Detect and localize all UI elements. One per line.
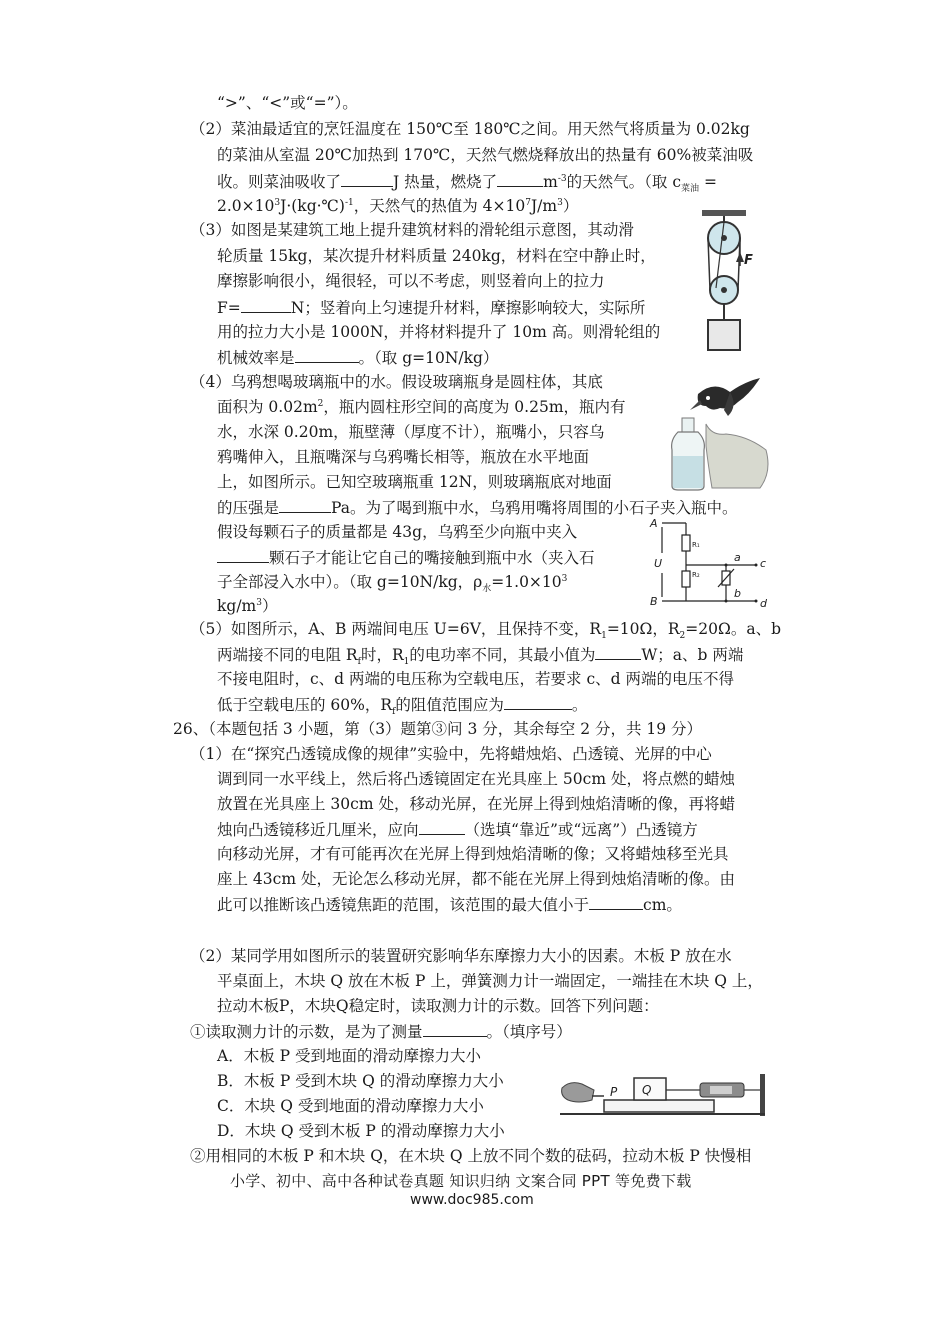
q26-1-line3: 放置在光具座上 30cm 处，移动光屏，在光屏上得到烛焰清晰的像，再将蜡 — [217, 795, 735, 813]
answer-blank — [217, 547, 269, 563]
q25-4-line9: 子全部浸入水中）。（取 g=10N/kg，$\rho_水=1.0\times 10^3$ — [217, 573, 568, 595]
q25-4-line4: 鸦嘴伸入，且瓶嘴深与乌鸦嘴长相等，瓶放在水平地面 — [217, 448, 590, 466]
q25-4-line6: 的压强是 Pa。为了喝到瓶中水，乌鸦用嘴将周围的小石子夹入瓶中。 — [217, 499, 738, 517]
circuit-diagram — [648, 515, 774, 609]
q25-3-line2: 轮质量 15kg，某次提升材料质量 240kg，材料在空中静止时， — [217, 247, 656, 265]
q25-4-line8: 颗石子才能让它自己的嘴接触到瓶中水（夹入石 — [217, 547, 595, 568]
terminal-b-label: B — [650, 595, 658, 608]
q26-1-line2: 调到同一水平线上，然后将凸透镜固定在光具座上 50cm 处，将点燃的蜡烛 — [217, 770, 735, 788]
q25-5-line3: 不接电阻时，c、d 两端的电压称为空载电压，若要求 c、d 两端的电压不得 — [217, 670, 734, 688]
answer-blank — [279, 497, 331, 513]
q26-header: 26、（本题包括 3 小题，第（3）题第③问 3 分，其余每空 2 分，共 19 分） — [173, 720, 703, 738]
terminal-d-label: d — [760, 597, 767, 609]
answer-blank — [341, 171, 393, 187]
q25-3-line4: F= N；竖着向上匀速提升材料，摩擦影响较大，实际所 — [217, 299, 646, 317]
terminal-b-small-label: b — [734, 587, 741, 600]
terminal-a-label: A — [650, 517, 658, 530]
answer-blank — [504, 694, 572, 710]
answer-blank — [295, 347, 359, 363]
q25-4-line10: $kg/m^3$） — [217, 597, 278, 615]
voltage-u-label: U — [654, 557, 663, 570]
option-d: D．木块 Q 受到木板 P 的滑动摩擦力大小 — [217, 1122, 505, 1140]
q25-5-line1: （5）如图所示，A、B 两端间电压 U=6V，且保持不变，$R_1=10\Omega$，$R_2=20\Omega$。a、b — [190, 620, 782, 642]
q25-2-line2: 的菜油从室温 20℃加热到 170℃，天然气燃烧释放出的热量有 60%被菜油吸 — [217, 146, 754, 164]
answer-blank — [497, 171, 543, 187]
q26-1-line6: 座上 43cm 处，无论怎么移动光屏，都不能在光屏上得到烛焰清晰的像。由 — [217, 870, 735, 888]
terminal-c-label: c — [760, 557, 767, 570]
answer-blank — [419, 819, 465, 835]
q25-4-line1: （4）乌鸦想喝玻璃瓶中的水。假设玻璃瓶身是圆柱体，其底 — [190, 373, 603, 391]
answer-blank — [241, 297, 291, 313]
option-b: B．木板 P 受到木块 Q 的滑动摩擦力大小 — [217, 1072, 504, 1090]
terminal-a-small-label: a — [734, 551, 741, 564]
board-p-label: P — [610, 1085, 618, 1099]
q25-4-line3: 水，水深 0.20m，瓶壁薄（厚度不计），瓶嘴小，只容乌 — [217, 423, 605, 441]
block-q-label: Q — [642, 1083, 652, 1097]
pulley-system-figure — [688, 208, 770, 360]
q25-4-line5: 上，如图所示。已知空玻璃瓶重 12N，则玻璃瓶底对地面 — [217, 473, 612, 491]
friction-apparatus-figure — [560, 1070, 772, 1122]
footer-promo-text: 小学、初中、高中各种试卷真题 知识归纳 文案合同 PPT 等免费下载 — [230, 1172, 692, 1190]
footer-url[interactable]: www.doc985.com — [410, 1192, 534, 1208]
q26-2-line3: 拉动木板P，木块Q稳定时，读取测力计的示数。回答下列问题： — [217, 997, 659, 1015]
q26-2-line2: 平桌面上，木块 Q 放在木板 P 上，弹簧测力计一端固定，一端挂在木块 Q 上， — [217, 972, 763, 990]
q25-5-line2: 两端接不同的电阻 $R_f$时，$R_1$的电功率不同，其最小值为 W；a、b 两端 — [217, 646, 744, 668]
r2-label: R₂ — [692, 571, 700, 579]
q25-2-line3: 收。则菜油吸收了 J 热量，燃烧了 $m^{-3}$的天然气。（取 $c_{菜油}$ = — [217, 173, 717, 195]
q26-2-line1: （2）某同学用如图所示的装置研究影响华东摩擦力大小的因素。木板 P 放在水 — [190, 947, 732, 965]
force-label: F — [744, 253, 753, 268]
q25-3-line3: 摩擦影响很小，绳很轻，可以不考虑，则竖着向上的拉力 — [217, 272, 605, 290]
q25-3-line6: 机械效率是 。（取 g=10N/kg） — [217, 349, 499, 367]
q26-2-question2: ②用相同的木板 P 和木块 Q，在木块 Q 上放不同个数的砝码，拉动木板 P 快慢相 — [190, 1147, 752, 1165]
q25-5-line4: 低于空载电压的 60%，$R_f$的阻值范围应为 。 — [217, 696, 588, 718]
q25-4-line7: 假设每颗石子的质量都是 43g，乌鸦至少向瓶中夹入 — [217, 523, 578, 541]
q25-2-line1: （2）菜油最适宜的烹饪温度在 150℃至 180℃之间。用天然气将质量为 0.02kg — [190, 120, 750, 138]
answer-blank — [589, 894, 643, 910]
q25-3-line1: （3）如图是某建筑工地上提升建筑材料的滑轮组示意图，其动滑 — [190, 221, 634, 239]
q25-option-tail: “>”、“<”或“=”）。 — [217, 94, 358, 112]
q26-1-line5: 向移动光屏，才有可能再次在光屏上得到烛焰清晰的像；又将蜡烛移至光具 — [217, 845, 729, 863]
q26-1-line7: 此可以推断该凸透镜焦距的范围，该范围的最大值小于 cm。 — [217, 896, 682, 914]
answer-blank — [595, 644, 641, 660]
q26-2-question1: ①读取测力计的示数，是为了测量 。（填序号） — [190, 1023, 572, 1041]
answer-blank — [423, 1021, 487, 1037]
option-a: A．木板 P 受到地面的滑动摩擦力大小 — [217, 1047, 481, 1065]
q25-4-line2: 面积为 $0.02m^2$，瓶内圆柱形空间的高度为 0.25m，瓶内有 — [217, 398, 626, 416]
q25-2-line4: $2.0\times 10^3J\cdot(kg\cdot℃)^{-1}$，天然气的热值为 $4\times 10^7J/m^3$） — [217, 197, 579, 215]
option-c: C．木块 Q 受到地面的滑动摩擦力大小 — [217, 1097, 484, 1115]
q26-1-line4: 烛向凸透镜移近几厘米，应向 （选填“靠近”或“远离”）凸透镜方 — [217, 821, 698, 839]
crow-bottle-figure — [668, 376, 772, 494]
q26-1-line1: （1）在“探究凸透镜成像的规律”实验中，先将蜡烛焰、凸透镜、光屏的中心 — [190, 745, 712, 763]
r1-label: R₁ — [692, 541, 700, 549]
q25-3-line5: 用的拉力大小是 1000N，并将材料提升了 10m 高。则滑轮组的 — [217, 323, 661, 341]
